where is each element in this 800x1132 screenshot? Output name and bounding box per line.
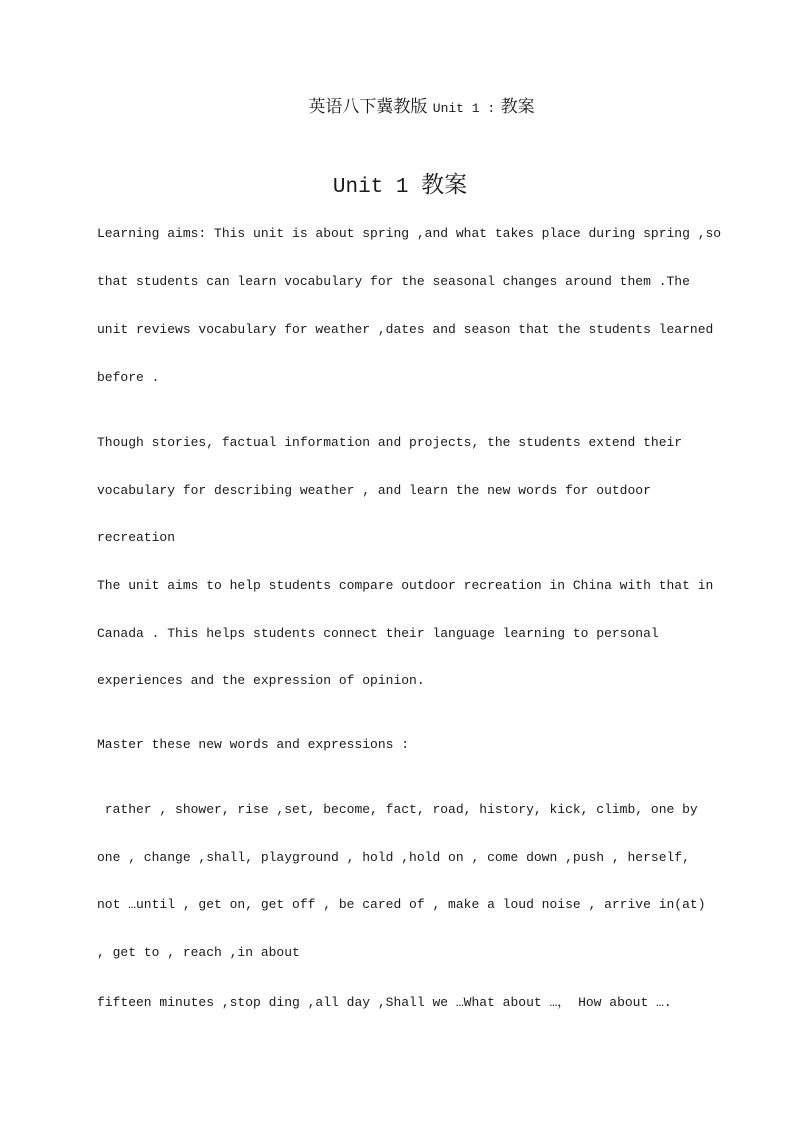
- words-line-5: fifteen minutes ,stop ding ,all day ,Shall we …What about …， How about ….: [97, 995, 672, 1010]
- page-header: [0, 92, 800, 117]
- words-heading: Master these new words and expressions :: [97, 737, 410, 752]
- paragraph-3-line-3: experiences and the expression of opinion.: [97, 673, 425, 688]
- header-title-unit: Unit 1 :: [432, 101, 496, 116]
- document-title: [0, 166, 800, 199]
- header-title-cn-prefix: 英语八下冀教版: [308, 97, 428, 117]
- words-line-3: not …until , get on, get off , be cared of , make a loud noise , arrive in(at): [97, 897, 706, 912]
- paragraph-2-line-2: vocabulary for describing weather , and learn the new words for outdoor: [97, 483, 651, 498]
- document-title-cn: 教案: [421, 172, 468, 198]
- document-title-unit: Unit 1: [332, 176, 409, 199]
- words-line-2: one , change ,shall, playground , hold ,hold on , come down ,push , herself,: [97, 850, 690, 865]
- paragraph-2-line-1: Though stories, factual information and projects, the students extend their: [97, 435, 683, 450]
- header-title-cn-suffix: 教案: [500, 97, 535, 117]
- paragraph-3-line-1: The unit aims to help students compare outdoor recreation in China with that in: [97, 578, 714, 593]
- paragraph-1-line-3: unit reviews vocabulary for weather ,dates and season that the students learned: [97, 322, 714, 337]
- paragraph-3-line-2: Canada . This helps students connect their language learning to personal: [97, 626, 659, 641]
- paragraph-1-line-4: before .: [97, 370, 160, 385]
- words-line-1: rather , shower, rise ,set, become, fact, road, history, kick, climb, one by: [97, 802, 698, 817]
- paragraph-1-line-2: that students can learn vocabulary for the seasonal changes around them .The: [97, 274, 690, 289]
- paragraph-2-line-3: recreation: [97, 530, 176, 545]
- paragraph-1-line-1: Learning aims: This unit is about spring ,and what takes place during spring ,so: [97, 226, 722, 241]
- words-line-4: , get to , reach ,in about: [97, 945, 300, 960]
